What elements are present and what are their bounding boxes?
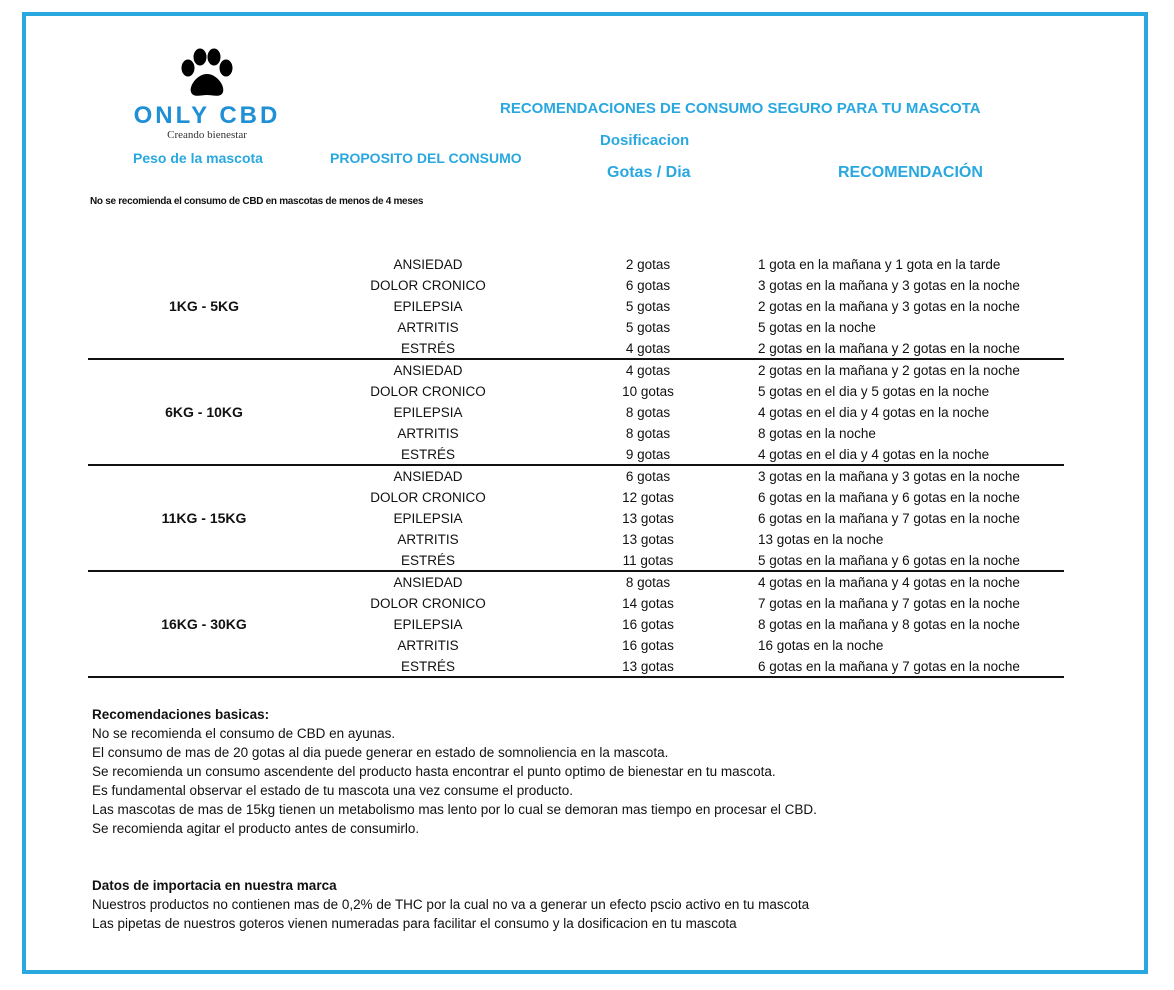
- table-row: [88, 593, 1064, 614]
- table-row: [88, 381, 1064, 402]
- brand-facts: [92, 876, 809, 933]
- weight-group: [88, 466, 1064, 572]
- recommendation-cell: 2 gotas en la mañana y 2 gotas en la noche: [758, 341, 1020, 356]
- purpose-cell: ARTRITIS: [397, 426, 459, 441]
- basics-line: Las mascotas de mas de 15kg tienen un metabolismo mas lento por lo cual se demoran mas tiempo en procesar el CBD.: [92, 802, 817, 817]
- brand-name: ONLY CBD: [133, 102, 281, 129]
- table-row: [88, 275, 1064, 296]
- recommendation-cell: 6 gotas en la mañana y 6 gotas en la noche: [758, 490, 1020, 505]
- recommendation-cell: 6 gotas en la mañana y 7 gotas en la noche: [758, 659, 1020, 674]
- purpose-cell: EPILEPSIA: [393, 405, 463, 420]
- purpose-cell: ARTRITIS: [397, 320, 459, 335]
- drops-cell: 6 gotas: [625, 469, 671, 484]
- datos-heading: Datos de importacia en nuestra marca: [92, 878, 337, 893]
- drops-cell: 8 gotas: [625, 426, 671, 441]
- recommendation-cell: 4 gotas en la mañana y 4 gotas en la noche: [758, 575, 1020, 590]
- recommendation-cell: 4 gotas en el dia y 4 gotas en la noche: [758, 447, 990, 462]
- purpose-cell: DOLOR CRONICO: [370, 490, 486, 505]
- table-row: [88, 254, 1064, 275]
- weight-group: [88, 360, 1064, 466]
- recommendation-cell: 4 gotas en el dia y 4 gotas en la noche: [758, 405, 990, 420]
- paw-print-icon: [177, 48, 237, 100]
- basics-line: Se recomienda un consumo ascendente del producto hasta encontrar el punto optimo de bienestar en tu mascota.: [92, 764, 776, 779]
- table-row: [88, 656, 1064, 677]
- purpose-cell: ANSIEDAD: [393, 469, 463, 484]
- recommendation-cell: 2 gotas en la mañana y 3 gotas en la noche: [758, 299, 1020, 314]
- recommendation-cell: 5 gotas en la mañana y 6 gotas en la noche: [758, 553, 1020, 568]
- purpose-cell: DOLOR CRONICO: [370, 278, 486, 293]
- col-header-proposito: PROPOSITO DEL CONSUMO: [330, 150, 522, 166]
- drops-cell: 11 gotas: [622, 553, 674, 568]
- drops-cell: 2 gotas: [625, 257, 671, 272]
- drops-cell: 6 gotas: [625, 278, 671, 293]
- col-header-gotas: Gotas / Dia: [607, 164, 691, 181]
- basics-line: No se recomienda el consumo de CBD en ayunas.: [92, 726, 396, 741]
- drops-cell: 8 gotas: [625, 575, 671, 590]
- purpose-cell: EPILEPSIA: [393, 511, 463, 526]
- purpose-cell: ANSIEDAD: [393, 363, 463, 378]
- basics-line: El consumo de mas de 20 gotas al dia puede generar en estado de somnoliencia en la mascota.: [92, 745, 669, 760]
- purpose-cell: DOLOR CRONICO: [370, 596, 486, 611]
- table-row: [88, 466, 1064, 487]
- brand-logo: [132, 48, 282, 141]
- table-row: [88, 317, 1064, 338]
- drops-cell: 4 gotas: [625, 341, 671, 356]
- purpose-cell: ARTRITIS: [397, 532, 459, 547]
- datos-line: Las pipetas de nuestros goteros vienen numeradas para facilitar el consumo y la dosificacion en tu mascota: [92, 916, 737, 931]
- drops-cell: 4 gotas: [625, 363, 671, 378]
- table-row: [88, 508, 1064, 529]
- col-header-dosificacion: Dosificacion: [600, 132, 690, 149]
- datos-line: Nuestros productos no contienen mas de 0,2% de THC por la cual no va a generar un efecto pscio activo en tu mascota: [92, 897, 810, 912]
- purpose-cell: EPILEPSIA: [393, 299, 463, 314]
- table-row: [88, 487, 1064, 508]
- table-row: [88, 423, 1064, 444]
- table-row: [88, 635, 1064, 656]
- table-row: [88, 402, 1064, 423]
- weight-range-label: 6KG - 10KG: [165, 404, 243, 420]
- recommendation-cell: 8 gotas en la mañana y 8 gotas en la noche: [758, 617, 1020, 632]
- recommendation-cell: 3 gotas en la mañana y 3 gotas en la noche: [758, 278, 1020, 293]
- purpose-cell: ESTRÉS: [400, 659, 455, 674]
- table-row: [88, 572, 1064, 593]
- col-header-peso: Peso de la mascota: [133, 150, 263, 166]
- table-row: [88, 614, 1064, 635]
- recommendation-cell: 1 gota en la mañana y 1 gota en la tarde: [758, 257, 1001, 272]
- drops-cell: 10 gotas: [622, 384, 674, 399]
- purpose-cell: ESTRÉS: [400, 447, 455, 462]
- drops-cell: 16 gotas: [622, 617, 674, 632]
- drops-cell: 16 gotas: [622, 638, 674, 653]
- drops-cell: 13 gotas: [622, 511, 674, 526]
- purpose-cell: ESTRÉS: [400, 553, 455, 568]
- recommendation-cell: 5 gotas en el dia y 5 gotas en la noche: [758, 384, 990, 399]
- purpose-cell: DOLOR CRONICO: [370, 384, 486, 399]
- recommendation-cell: 6 gotas en la mañana y 7 gotas en la noche: [758, 511, 1020, 526]
- page-title: RECOMENDACIONES DE CONSUMO SEGURO PARA TU MASCOTA: [500, 100, 981, 117]
- purpose-cell: ANSIEDAD: [393, 257, 463, 272]
- recommendation-cell: 5 gotas en la noche: [758, 320, 876, 335]
- drops-cell: 14 gotas: [622, 596, 674, 611]
- table-row: [88, 338, 1064, 359]
- recommendation-cell: 16 gotas en la noche: [758, 638, 884, 653]
- recommendation-cell: 8 gotas en la noche: [758, 426, 876, 441]
- basics-line: Se recomienda agitar el producto antes de consumirlo.: [92, 821, 420, 836]
- age-note: No se recomienda el consumo de CBD en mascotas de menos de 4 meses: [90, 196, 424, 207]
- purpose-cell: ESTRÉS: [400, 341, 455, 356]
- weight-range-label: 11KG - 15KG: [161, 510, 247, 526]
- drops-cell: 13 gotas: [622, 659, 674, 674]
- purpose-cell: ARTRITIS: [397, 638, 459, 653]
- col-header-recomendacion: RECOMENDACIÓN: [838, 164, 983, 181]
- drops-cell: 9 gotas: [625, 447, 671, 462]
- weight-range-label: 1KG - 5KG: [168, 298, 239, 314]
- basic-recommendations: [92, 705, 817, 838]
- purpose-cell: EPILEPSIA: [393, 617, 463, 632]
- basics-line: Es fundamental observar el estado de tu mascota una vez consume el producto.: [92, 783, 574, 798]
- table-row: [88, 529, 1064, 550]
- weight-range-label: 16KG - 30KG: [161, 616, 247, 632]
- recommendation-cell: 3 gotas en la mañana y 3 gotas en la noche: [758, 469, 1020, 484]
- weight-group: [88, 572, 1064, 678]
- drops-cell: 12 gotas: [622, 490, 674, 505]
- purpose-cell: ANSIEDAD: [393, 575, 463, 590]
- recommendation-cell: 7 gotas en la mañana y 7 gotas en la noche: [758, 596, 1020, 611]
- table-row: [88, 550, 1064, 571]
- dosage-table: [88, 254, 1064, 678]
- weight-group: [88, 254, 1064, 360]
- recommendation-cell: 13 gotas en la noche: [758, 532, 884, 547]
- drops-cell: 13 gotas: [622, 532, 674, 547]
- drops-cell: 8 gotas: [625, 405, 671, 420]
- drops-cell: 5 gotas: [625, 299, 671, 314]
- brand-tagline: Creando bienestar: [167, 129, 247, 141]
- recommendation-cell: 2 gotas en la mañana y 2 gotas en la noche: [758, 363, 1020, 378]
- table-row: [88, 360, 1064, 381]
- drops-cell: 5 gotas: [625, 320, 671, 335]
- table-row: [88, 296, 1064, 317]
- basics-heading: Recomendaciones basicas:: [92, 707, 270, 722]
- table-row: [88, 444, 1064, 465]
